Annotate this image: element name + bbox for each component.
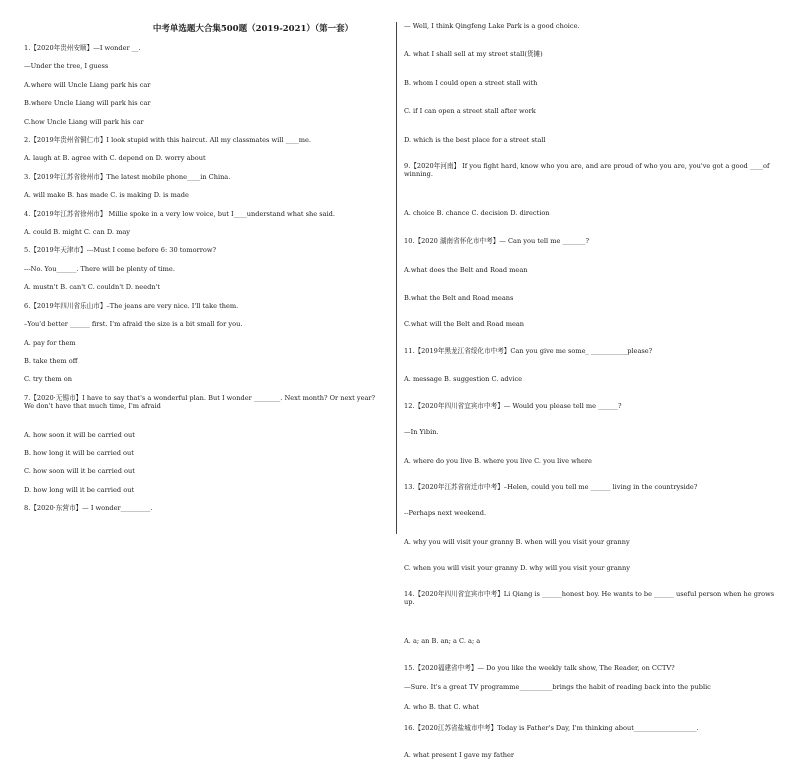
document-title: 中考单选题大合集500题（2019-2021）（第一套） bbox=[152, 24, 354, 34]
option-line: A. who B. that C. what bbox=[404, 702, 479, 711]
right-column bbox=[404, 22, 776, 760]
question-6-reply: –You'd better ______ first. I'm afraid the size is a bit small for you. bbox=[24, 320, 243, 329]
question-6: 6.【2019年四川省乐山市】–The jeans are very nice. I'll take them. bbox=[24, 301, 239, 310]
option-line: B. take them off bbox=[24, 356, 78, 365]
option-line: A. message B. suggestion C. advice bbox=[404, 375, 523, 384]
question-13-answer: --Perhaps next weekend. bbox=[404, 509, 487, 518]
option-line: C. try them on bbox=[24, 375, 72, 384]
option-line: B. whom I could open a street stall with bbox=[404, 78, 538, 87]
option-line: A. why you will visit your granny B. when will you visit your granny bbox=[404, 537, 630, 546]
question-14: 14.【2020年四川省宜宾市中考】Li Qiang is ______honest boy. He wants to be ______ useful person when he grows up. bbox=[404, 589, 775, 606]
option-line: D. how long will it be carried out bbox=[24, 485, 135, 494]
option-line: A. laugh at B. agree with C. depend on D. worry about bbox=[24, 154, 206, 163]
column-divider bbox=[396, 22, 397, 534]
question-1-answer: —Under the tree, I guess bbox=[24, 62, 109, 71]
option-line: A. where do you live B. where you live C. you live where bbox=[404, 456, 592, 465]
question-1: 1.【2020年贵州安顺】—I wonder __. bbox=[24, 44, 141, 52]
option-line: A. a; an B. an; a C. a; a bbox=[404, 637, 481, 646]
question-12-answer: —In Yibin. bbox=[404, 428, 439, 437]
question-16: 16.【2020江苏省盐城市中考】Today is Father's Day, I'm thinking about___________________. bbox=[404, 723, 699, 732]
question-13: 13.【2020年江苏省宿迁市中考】–Helen, could you tell me ______ living in the countryside? bbox=[404, 482, 698, 491]
left-column bbox=[24, 44, 386, 513]
question-8-answer: — Well, I think Qingfeng Lake Park is a good choice. bbox=[404, 22, 580, 30]
option-line: C.how Uncle Liang will park his car bbox=[24, 117, 144, 126]
option-line: C.what will the Belt and Road mean bbox=[404, 320, 525, 329]
option-line: A. will make B. has made C. is making D. is made bbox=[24, 191, 189, 200]
option-line: A. mustn't B. can't C. couldn't D. needn't bbox=[24, 283, 161, 292]
option-line: A. pay for them bbox=[24, 338, 76, 347]
option-line: A. what present I gave my father bbox=[404, 751, 515, 760]
option-line: A. could B. might C. can D. may bbox=[24, 228, 131, 237]
option-line: C. how soon will it be carried out bbox=[24, 467, 135, 476]
option-line: C. if I can open a street stall after work bbox=[404, 107, 536, 116]
question-7: 7.【2020·无锡市】I have to say that's a wonderful plan. But I wonder ________. Next month? Or next year? We don't have that much time, I'm afraid bbox=[24, 393, 376, 411]
question-5: 5.【2019年天津市】---Must I come before 6: 30 tomorrow? bbox=[24, 246, 217, 255]
option-line: A.where will Uncle Liang park his car bbox=[24, 80, 151, 89]
question-11: 11.【2019年黑龙江省绥化市中考】Can you give me some_ ___________please? bbox=[404, 346, 653, 355]
question-15: 15.【2020福建省中考】— Do you like the weekly talk show, The Reader, on CCTV? bbox=[404, 663, 675, 672]
question-4: 4.【2019年江苏省徐州市】 Millie spoke in a very low voice, but I____understand what she said. bbox=[24, 209, 335, 218]
question-8: 8.【2020·东营市】— I wonder_________. bbox=[24, 504, 153, 513]
option-line: A. what I shall sell at my street stall(货摊) bbox=[404, 50, 543, 59]
option-line: C. when you will visit your granny D. why will you visit your granny bbox=[404, 564, 630, 573]
option-line: D. which is the best place for a street stall bbox=[404, 135, 546, 144]
question-15-answer: —Sure. It's a great TV programme__________brings the habit of reading back into the public bbox=[404, 683, 711, 692]
option-line: B. how long it will be carried out bbox=[24, 448, 134, 457]
option-line: A. choice B. chance C. decision D. direction bbox=[404, 208, 550, 217]
question-12: 12.【2020年四川省宜宾市中考】— Would you please tell me ______? bbox=[404, 401, 622, 410]
question-9: 9.【2020年河南】 If you fight hard, know who you are, and are proud of who you are, you've got a good ____of winning. bbox=[404, 162, 770, 179]
option-line: A. how soon it will be carried out bbox=[24, 430, 135, 439]
option-line: B.where Uncle Liang will park his car bbox=[24, 99, 151, 108]
question-5-answer: ---No. You______. There will be plenty of time. bbox=[24, 264, 175, 273]
question-3: 3.【2019年江苏省徐州市】The latest mobile phone____in China. bbox=[24, 172, 231, 181]
question-10: 10.【2020 湖南省怀化市中考】— Can you tell me _______? bbox=[404, 237, 590, 246]
option-line: A.what does the Belt and Road mean bbox=[404, 265, 528, 274]
question-2: 2.【2019年贵州省铜仁市】I look stupid with this haircut. All my classmates will ____me. bbox=[24, 136, 312, 145]
option-line: B.what the Belt and Road means bbox=[404, 294, 514, 303]
